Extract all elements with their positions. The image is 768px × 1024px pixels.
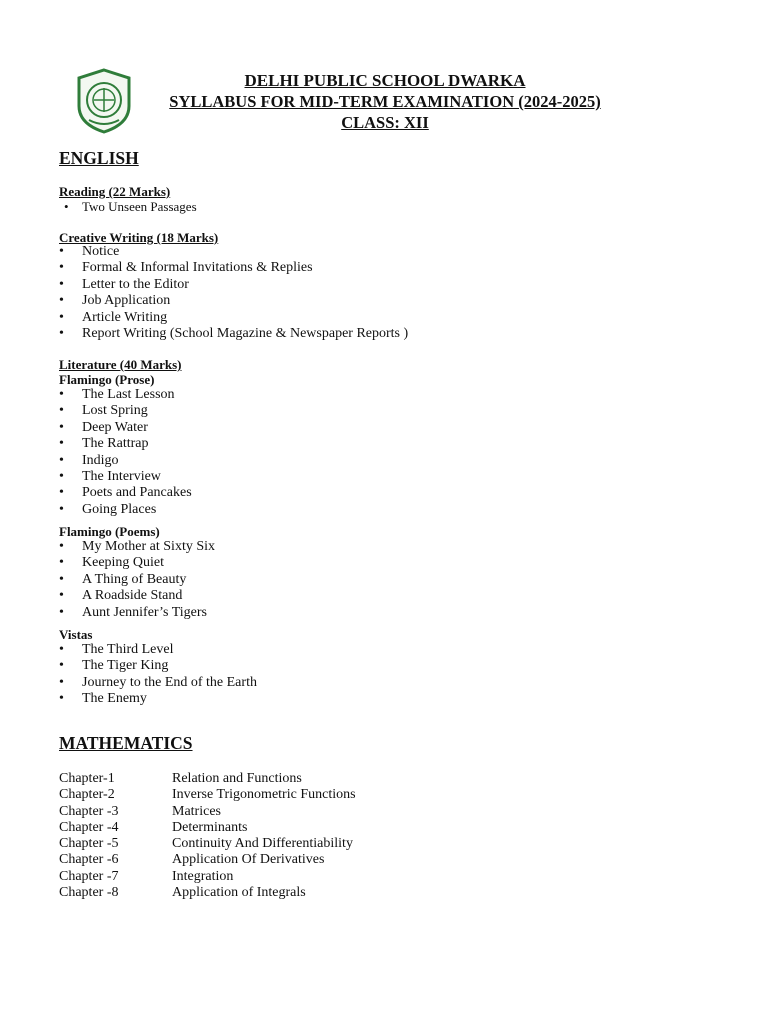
chapter-row — [59, 869, 356, 885]
creative-writing-heading: Creative Writing (18 Marks) — [59, 230, 219, 245]
chapter-number: Chapter -4 — [59, 819, 119, 835]
prose-heading: Flamingo (Prose) — [59, 372, 155, 387]
list-item: • Aunt Jennifer’s Tigers — [59, 605, 215, 621]
chapter-number: Chapter-1 — [59, 771, 115, 786]
list-item: • Notice — [59, 244, 408, 260]
list-item: • Keeping Quiet — [59, 555, 215, 571]
chapter-row — [59, 820, 356, 836]
list-item: • The Rattrap — [59, 436, 192, 452]
chapter-number: Chapter-2 — [59, 787, 115, 803]
chapter-list — [59, 771, 356, 901]
list-item: • Deep Water — [59, 420, 192, 436]
list-item: • A Thing of Beauty — [59, 572, 215, 588]
chapter-name: Relation and Functions — [172, 771, 302, 786]
chapter-number: Chapter -7 — [59, 868, 119, 884]
chapter-number: Chapter -3 — [59, 803, 119, 819]
chapter-row — [59, 771, 356, 787]
mathematics-title: MATHEMATICS — [59, 733, 193, 753]
reading-list — [59, 199, 197, 215]
list-item: • A Roadside Stand — [59, 588, 215, 604]
literature-heading: Literature (40 Marks) — [59, 357, 182, 372]
chapter-name: Continuity And Differentiability — [172, 836, 353, 852]
list-item: • Two Unseen Passages — [59, 199, 197, 215]
list-item: • My Mother at Sixty Six — [59, 539, 215, 555]
school-name: DELHI PUBLIC SCHOOL DWARKA — [244, 71, 526, 90]
chapter-name: Application of Integrals — [172, 885, 306, 901]
chapter-row — [59, 836, 356, 852]
school-logo-icon — [75, 68, 133, 134]
chapter-name: Integration — [172, 868, 234, 884]
list-item: • Journey to the End of the Earth — [59, 675, 257, 691]
list-item: • Article Writing — [59, 310, 408, 326]
document-header — [140, 70, 630, 133]
english-title: ENGLISH — [59, 148, 139, 168]
chapter-number: Chapter -6 — [59, 852, 119, 868]
chapter-number: Chapter -5 — [59, 836, 119, 852]
list-item: • Report Writing (School Magazine & Newspaper Reports ) — [59, 326, 408, 342]
list-item: • Letter to the Editor — [59, 277, 408, 293]
prose-list — [59, 387, 192, 518]
list-item: • Poets and Pancakes — [59, 485, 192, 501]
syllabus-title: SYLLABUS FOR MID-TERM EXAMINATION (2024-2025) — [169, 92, 601, 111]
list-item: • Lost Spring — [59, 403, 192, 419]
vistas-heading: Vistas — [59, 627, 93, 642]
list-item: • The Interview — [59, 469, 192, 485]
vistas-list — [59, 642, 257, 708]
chapter-row — [59, 804, 356, 820]
chapter-row — [59, 787, 356, 803]
reading-heading: Reading (22 Marks) — [59, 184, 171, 199]
list-item: • Indigo — [59, 453, 192, 469]
list-item: • The Tiger King — [59, 658, 257, 674]
chapter-row — [59, 852, 356, 868]
chapter-row — [59, 885, 356, 901]
list-item: • Going Places — [59, 502, 192, 518]
chapter-name: Inverse Trigonometric Functions — [172, 787, 356, 803]
list-item: • The Enemy — [59, 691, 257, 707]
class-label: CLASS: XII — [341, 113, 429, 132]
chapter-number: Chapter -8 — [59, 885, 119, 901]
chapter-name: Application Of Derivatives — [172, 852, 325, 868]
list-item: • Job Application — [59, 293, 408, 309]
chapter-name: Determinants — [172, 819, 248, 835]
list-item: • The Last Lesson — [59, 387, 192, 403]
list-item: • The Third Level — [59, 642, 257, 658]
poems-list — [59, 539, 215, 621]
creative-writing-list — [59, 244, 408, 342]
poems-heading: Flamingo (Poems) — [59, 524, 160, 539]
chapter-name: Matrices — [172, 803, 221, 819]
list-item: • Formal & Informal Invitations & Replies — [59, 260, 408, 276]
